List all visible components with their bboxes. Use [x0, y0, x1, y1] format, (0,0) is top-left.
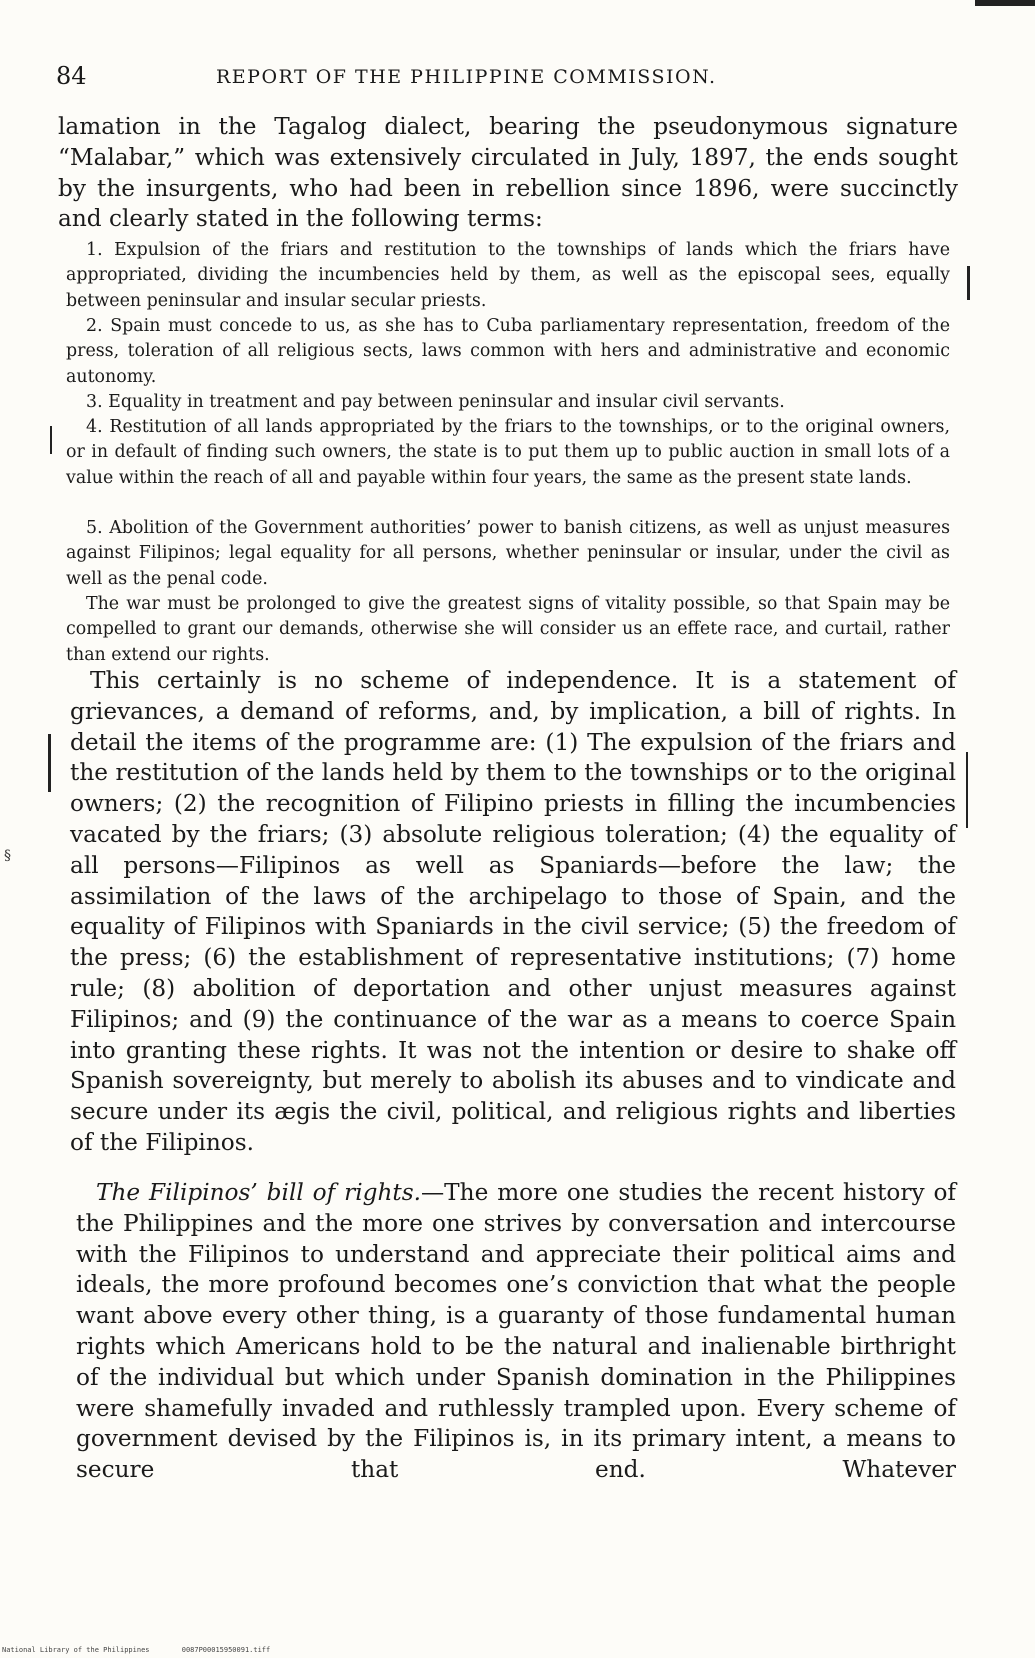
programme-item-3: 3. Equality in treatment and pay between peninsular and insular civil servants. [86, 392, 785, 412]
scan-edge-mark [975, 0, 1035, 6]
programme-item-2: 2. Spain must concede to us, as she has to Cuba parliamentary representation, freedom of the press, toleration of all religious sects, laws common with hers and administrative and economic autonomy. [66, 316, 950, 387]
page-number: 84 [56, 62, 87, 90]
programme-item-4: 4. Restitution of all lands appropriated by the friars to the townships, or to the original owners, or in default of finding such owners, the state is to put them up to public auction in small lots of a value within the reach of all and payable within four years, the same as the present state lands. [66, 417, 950, 488]
opening-paragraph: lamation in the Tagalog dialect, bearing the pseudonymous signature “Malabar,” which was extensively circulated in July, 1897, the ends sought by the insurgents, who had been in rebellion since 1896, were succinctly and clearly stated in the following terms: [58, 113, 958, 233]
section-heading: The Filipinos’ bill of rights. [96, 1179, 421, 1206]
bill-of-rights-paragraph [76, 1178, 956, 1486]
margin-mark [48, 734, 51, 792]
programme-item-1: 1. Expulsion of the friars and restitution to the townships of lands which the friars have appropriated, dividing the incumbencies held by them, as well as the episcopal sees, equally between peninsular and insular secular priests. [66, 240, 950, 311]
programme-closing: The war must be prolonged to give the greatest signs of vitality possible, so that Spain may be compelled to grant our demands, otherwise she will consider us an effete race, and curtail, rather than extend our rights. [66, 594, 950, 665]
section-body: —The more one studies the recent history of the Philippines and the more one strives by conversation and intercourse with the Filipinos to understand and appreciate their political aims and ideals, the more profound becomes one’s conviction that what the people want above every other thing, is a guaranty of those fundamental human rights which Americans hold to be the natural and inalienable birthright of the individual but which under Spanish domination in the Philippines were shamefully invaded and ruthlessly trampled upon. Every scheme of government devised by the Filipinos is, in its primary intent, a means to secure that end. Whatever [76, 1179, 956, 1484]
scan-footer [2, 1646, 298, 1654]
margin-smudge: § [4, 848, 11, 864]
commentary-paragraph: This certainly is no scheme of independence. It is a statement of grievances, a demand of reforms, and, by implication, a bill of rights. In detail the items of the programme are: (1) The expulsion of the friars and the restitution of the lands held by them to the townships or to the original owners; (2) the recognition of Filipino priests in filling the incumbencies vacated by the friars; (3) absolute religious toleration; (4) the equality of all persons—Filipinos as well as Spaniards—before the law; the assimilation of the laws of the archipelago to those of Spain, and the equality of Filipinos with Spaniards in the civil service; (5) the freedom of the press; (6) the establishment of representative institutions; (7) home rule; (8) abolition of deportation and other unjust measures against Filipinos; and (9) the continuance of the war as a means to coerce Spain into granting these rights. It was not the intention or desire to shake off Spanish sovereignty, but merely to abolish its abuses and to vindicate and secure under its ægis the civil, political, and religious rights and liberties of the Filipinos. [70, 667, 956, 1156]
margin-mark [967, 266, 970, 300]
footer-file: 0087P00015950091.tiff [181, 1646, 271, 1654]
margin-mark [50, 426, 52, 454]
margin-mark [966, 752, 968, 828]
footer-library: National Library of the Philippines [2, 1646, 150, 1654]
page-header [56, 62, 986, 92]
running-head: REPORT OF THE PHILIPPINE COMMISSION. [216, 66, 717, 88]
programme-item-5: 5. Abolition of the Government authorities’ power to banish citizens, as well as unjust measures against Filipinos; legal equality for all persons, whether peninsular or insular, under the civil as well as the penal code. [66, 518, 950, 589]
